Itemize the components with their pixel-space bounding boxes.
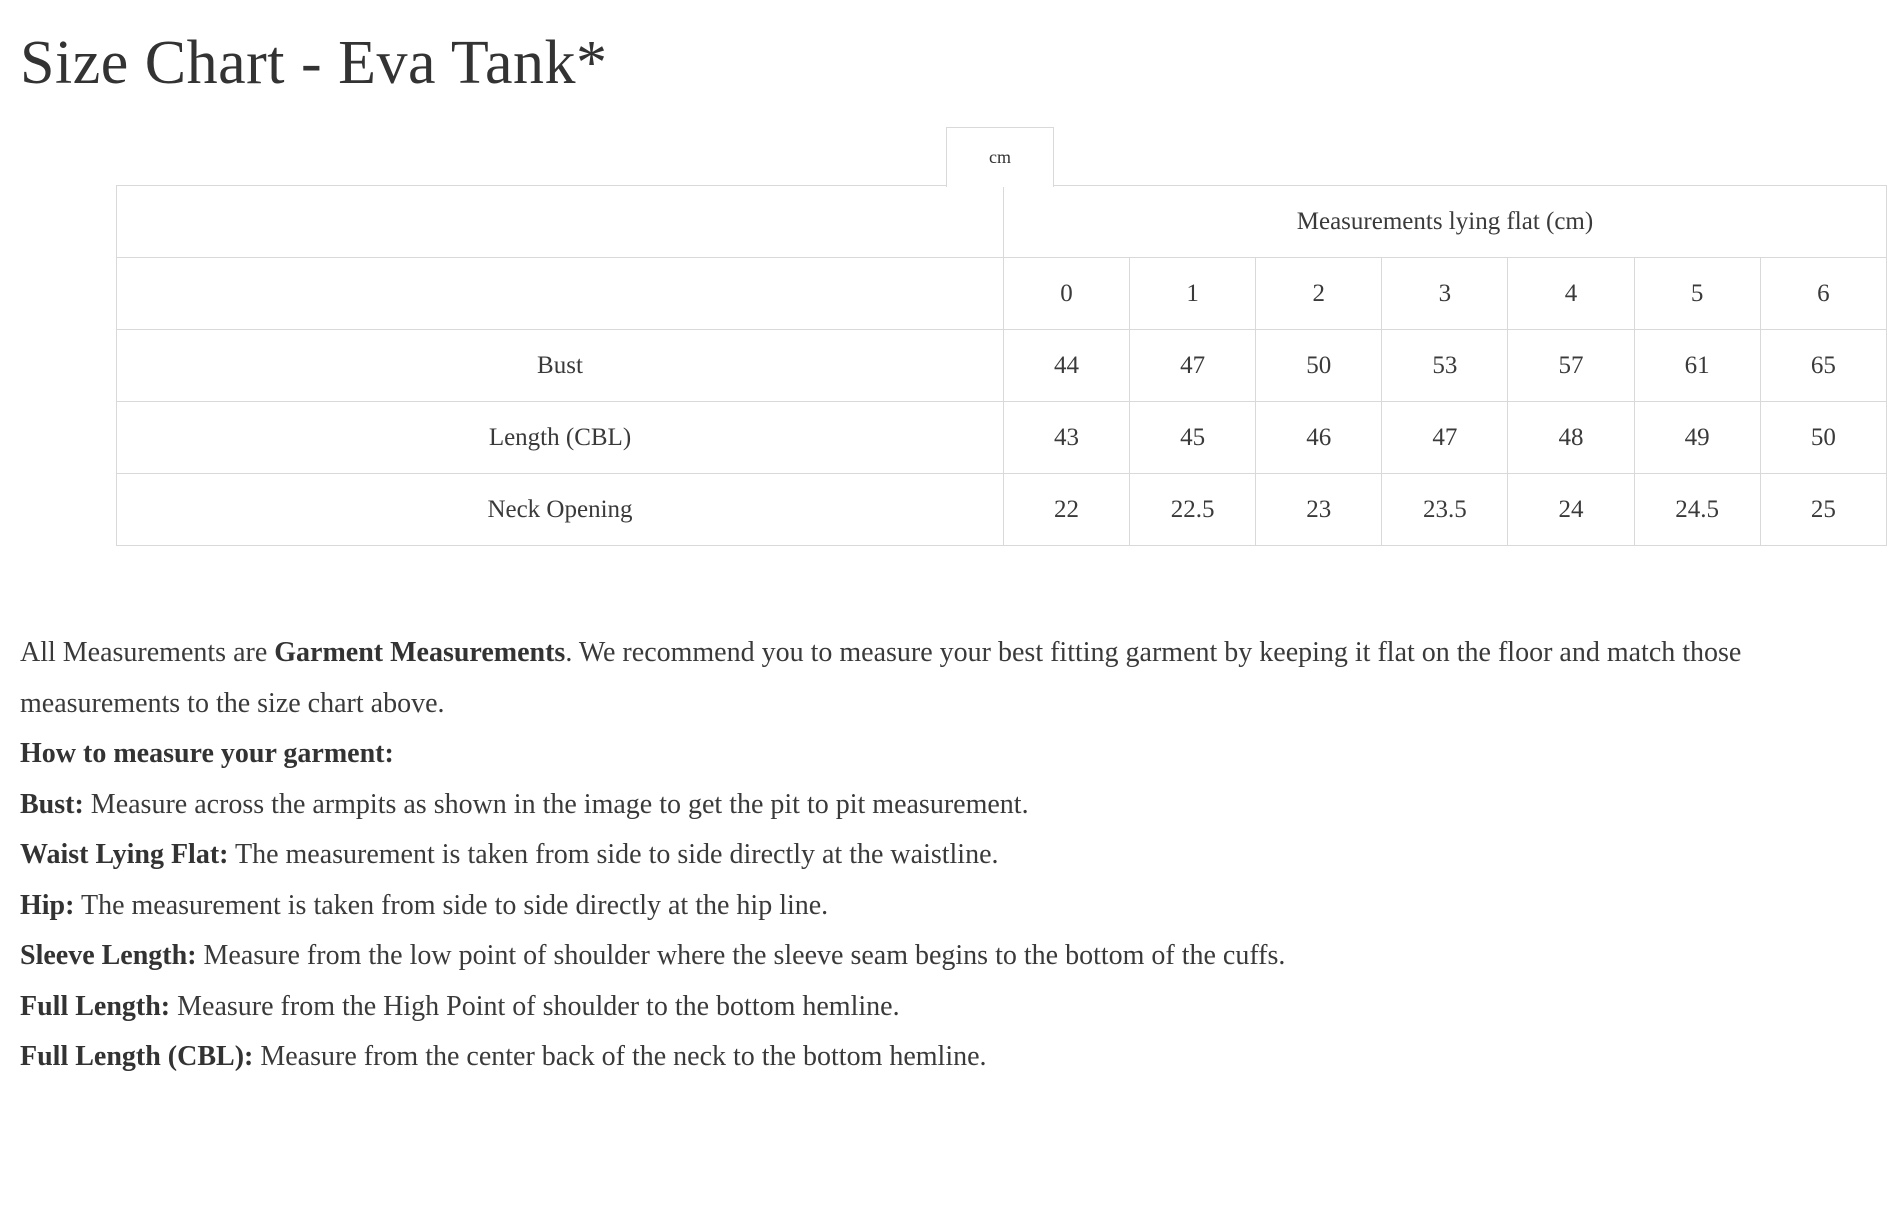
note-term: Waist Lying Flat: <box>20 839 229 870</box>
table-cell: 43 <box>1003 402 1129 474</box>
table-cell: 23 <box>1256 474 1382 546</box>
size-header: 0 <box>1003 258 1129 330</box>
table-cell: 44 <box>1003 330 1129 402</box>
row-label: Neck Opening <box>117 474 1004 546</box>
note-text: Measure across the armpits as shown in the image to get the pit to pit measurement. <box>83 788 1029 820</box>
note-term: Sleeve Length: <box>20 940 197 971</box>
measurement-notes <box>20 628 1890 1083</box>
page-title: Size Chart - Eva Tank* <box>20 29 608 97</box>
table-cell: 48 <box>1508 402 1634 474</box>
note-item <box>20 931 1890 982</box>
table-cell: 53 <box>1382 330 1508 402</box>
note-term: Bust: <box>20 788 84 820</box>
empty-header-cell <box>117 186 1004 258</box>
table-cell: 25 <box>1760 474 1886 546</box>
size-header: 5 <box>1634 258 1760 330</box>
table-cell: 47 <box>1130 330 1256 402</box>
note-item <box>20 881 1890 932</box>
table-cell: 47 <box>1382 402 1508 474</box>
note-text: Measure from the low point of shoulder where the sleeve seam begins to the bottom of the cuffs. <box>196 940 1286 971</box>
size-chart-table <box>116 185 1887 546</box>
table-cell: 23.5 <box>1382 474 1508 546</box>
unit-tab-cm[interactable]: cm <box>946 127 1054 187</box>
table-cell: 50 <box>1760 402 1886 474</box>
empty-header-cell <box>117 258 1004 330</box>
note-term: Full Length: <box>20 990 171 1022</box>
note-item <box>20 830 1890 881</box>
how-to-heading <box>20 729 1890 780</box>
size-header: 2 <box>1256 258 1382 330</box>
how-to-label: How to measure your garment: <box>20 738 394 769</box>
note-text: Measure from the High Point of shoulder to the bottom hemline. <box>170 990 900 1022</box>
row-label: Bust <box>117 330 1004 402</box>
table-row <box>117 474 1887 546</box>
note-text: The measurement is taken from side to side directly at the hip line. <box>74 889 829 921</box>
size-header: 3 <box>1382 258 1508 330</box>
group-header: Measurements lying flat (cm) <box>1003 186 1886 258</box>
table-cell: 65 <box>1760 330 1886 402</box>
table-cell: 61 <box>1634 330 1760 402</box>
table-cell: 22.5 <box>1130 474 1256 546</box>
note-item <box>20 1032 1890 1083</box>
note-item <box>20 780 1890 831</box>
group-header-row <box>117 186 1887 258</box>
row-label: Length (CBL) <box>117 402 1004 474</box>
table-row <box>117 330 1887 402</box>
intro-text: All Measurements are <box>20 637 275 668</box>
table-cell: 46 <box>1256 402 1382 474</box>
intro-text-rest: . We recommend you to measure your best fitting garment by keeping it flat on the floor and match those measurements to the size chart above. <box>20 637 1742 719</box>
size-header-row <box>117 258 1887 330</box>
note-text: The measurement is taken from side to side directly at the waistline. <box>228 839 999 870</box>
table-cell: 50 <box>1256 330 1382 402</box>
note-item <box>20 982 1890 1033</box>
note-term: Full Length (CBL): <box>20 1041 254 1072</box>
table-cell: 24 <box>1508 474 1634 546</box>
note-text: Measure from the center back of the neck to the bottom hemline. <box>253 1041 987 1072</box>
intro-paragraph <box>20 628 1890 729</box>
size-header: 4 <box>1508 258 1634 330</box>
table-cell: 22 <box>1003 474 1129 546</box>
size-header: 1 <box>1130 258 1256 330</box>
size-header: 6 <box>1760 258 1886 330</box>
note-term: Hip: <box>20 889 75 921</box>
table-cell: 24.5 <box>1634 474 1760 546</box>
table-cell: 57 <box>1508 330 1634 402</box>
table-row <box>117 402 1887 474</box>
table-cell: 45 <box>1130 402 1256 474</box>
table-cell: 49 <box>1634 402 1760 474</box>
intro-bold: Garment Measurements <box>274 637 566 668</box>
